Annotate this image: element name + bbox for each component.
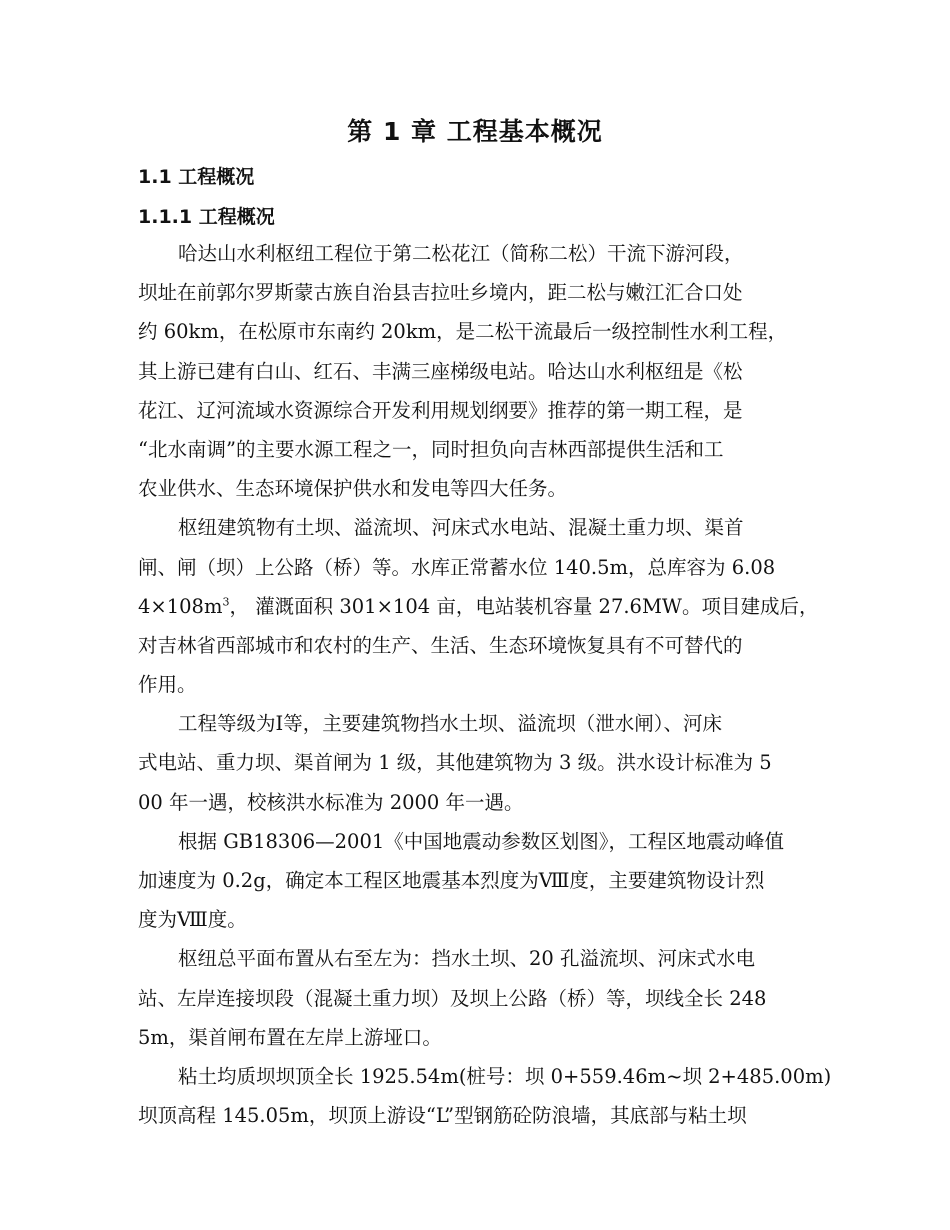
paragraph-line: 约 60km，在松原市东南约 20km，是二松干流最后一级控制性水利工程，: [138, 320, 788, 344]
paragraph-line-with-superscript: [138, 587, 828, 626]
paragraph-line: 闸、闸（坝）上公路（桥）等。水库正常蓄水位 140.5m，总库容为 6.08: [138, 555, 776, 579]
section-heading-1-1: 1.1 工程概况: [138, 166, 255, 188]
paragraph-line: 00 年一遇，校核洪水标准为 2000 年一遇。: [138, 790, 524, 814]
paragraph-line: 粘土均质坝坝顶全长 1925.54m(桩号：坝 0+559.46m~坝 2+485.00m): [178, 1064, 832, 1088]
chapter-title: 第 1 章 工程基本概况: [347, 117, 603, 146]
paragraph-line: 花江、辽河流域水资源综合开发利用规划纲要》推荐的第一期工程，是: [138, 398, 743, 422]
paragraph-line: 坝顶高程 145.05m，坝顶上游设“L”型钢筋砼防浪墙，其底部与粘土坝: [138, 1104, 747, 1128]
paragraph-line: 站、左岸连接坝段（混凝土重力坝）及坝上公路（桥）等，坝线全长 248: [138, 986, 767, 1010]
text-fragment: 4×108m: [138, 594, 223, 618]
paragraph-line: 5m，渠首闸布置在左岸上游垭口。: [138, 1025, 442, 1049]
paragraph-line: “北水南调”的主要水源工程之一，同时担负向吉林西部提供生活和工: [138, 437, 724, 461]
paragraph-line: 根据 GB18306—2001《中国地震动参数区划图》，工程区地震动峰值: [178, 829, 785, 853]
paragraph-line: 对吉林省西部城市和农村的生产、生活、生态环境恢复具有不可替代的: [138, 633, 743, 657]
body-text: [138, 234, 832, 1135]
paragraph-line: 其上游已建有白山、红石、丰满三座梯级电站。哈达山水利枢纽是《松: [138, 359, 743, 383]
paragraph-line: 作用。: [138, 673, 197, 697]
paragraph-line: 农业供水、生态环境保护供水和发电等四大任务。: [138, 477, 568, 501]
paragraph-line: 工程等级为Ⅰ等，主要建筑物挡水土坝、溢流坝（泄水闸）、河床: [178, 712, 722, 736]
paragraph-line: 哈达山水利枢纽工程位于第二松花江（简称二松）干流下游河段，: [178, 242, 744, 265]
paragraph-line: 式电站、重力坝、渠首闸为 1 级，其他建筑物为 3 级。洪水设计标准为 5: [138, 751, 772, 775]
text-fragment: ， 灌溉面积 301×104 亩，电站装机容量 27.6MW。项目建成后，: [229, 594, 819, 618]
section-heading-1-1-1: 1.1.1 工程概况: [138, 206, 275, 228]
paragraph-line: 坝址在前郭尔罗斯蒙古族自治县吉拉吐乡境内，距二松与嫩江汇合口处: [138, 281, 743, 305]
paragraph-line: 枢纽建筑物有土坝、溢流坝、河床式水电站、混凝土重力坝、渠首: [178, 516, 744, 540]
superscript: 3: [222, 595, 230, 609]
paragraph-line: 枢纽总平面布置从右至左为：挡水土坝、20 孔溢流坝、河床式水电: [178, 947, 756, 971]
paragraph-line: 加速度为 0.2g，确定本工程区地震基本烈度为Ⅷ度，主要建筑物设计烈: [138, 869, 765, 892]
paragraph-line: 度为Ⅷ度。: [138, 908, 247, 932]
